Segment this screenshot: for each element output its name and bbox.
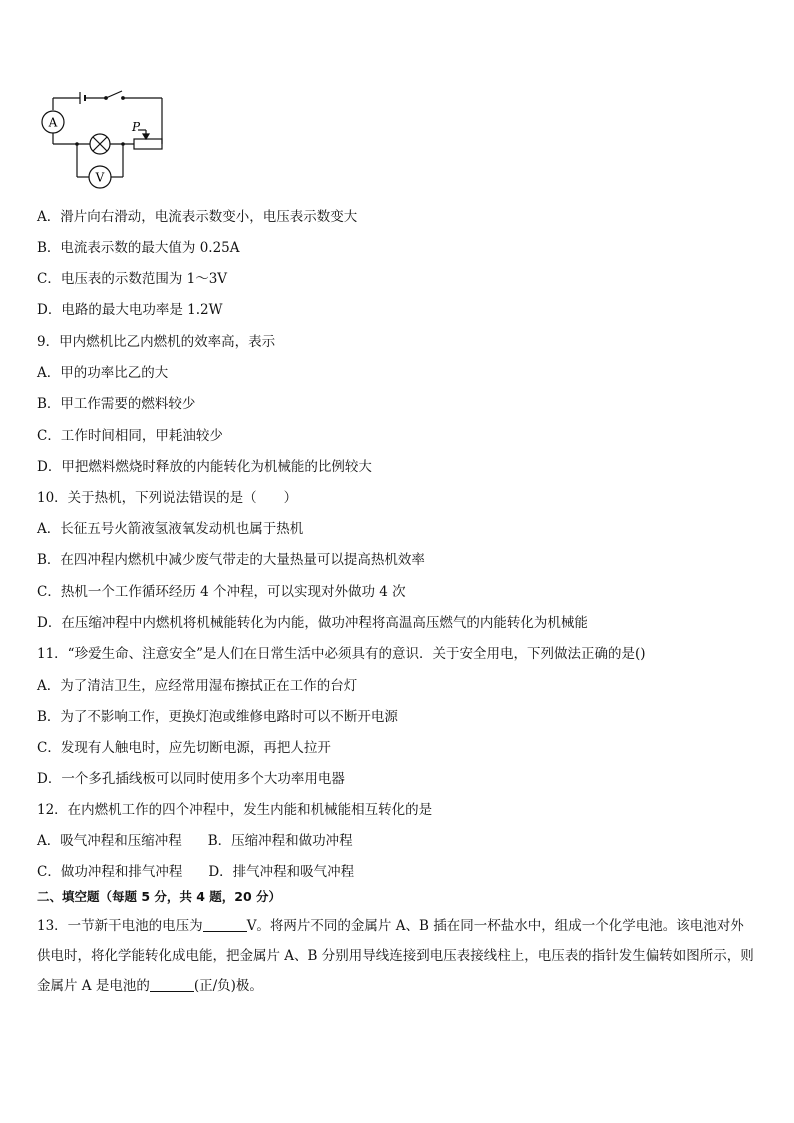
q12-option-c: C．做功冲程和排气冲程 [37,864,183,880]
q9-option-d: D．甲把燃料燃烧时释放的内能转化为机械能的比例较大 [37,459,372,475]
section-heading-fill-blank: 二、填空题（每题 5 分，共 4 题，20 分） [37,889,282,904]
q8-option-d: D．电路的最大电功率是 1.2W [37,302,223,318]
q11-option-d: D．一个多孔插线板可以同时使用多个大功率用电器 [37,771,345,787]
q10-option-b: B．在四冲程内燃机中减少废气带走的大量热量可以提高热机效率 [37,552,425,568]
q10-stem: 10．关于热机，下列说法错误的是（ ） [37,490,298,506]
voltmeter-label: V [95,170,105,185]
q12-option-a: A．吸气冲程和压缩冲程 [37,833,182,849]
q8-option-c: C．电压表的示数范围为 1～3V [37,271,228,287]
q12-options-row2 [37,862,354,882]
q13-part3: (正/负)极。 [193,978,263,994]
q9-option-b: B．甲工作需要的燃料较少 [37,396,196,412]
circuit-diagram [38,86,178,190]
q10-option-a: A．长征五号火箭液氢液氧发动机也属于热机 [37,521,304,537]
q8-option-a: A．滑片向右滑动，电流表示数变小，电压表示数变大 [37,209,358,225]
q13-part1: 13．一节新干电池的电压为 [37,918,203,934]
q11-option-a: A．为了清洁卫生，应经常用湿布擦拭正在工作的台灯 [37,678,358,694]
q9-stem: 9．甲内燃机比乙内燃机的效率高，表示 [37,334,276,350]
rheostat-symbol [134,139,162,149]
q12-option-d: D．排气冲程和吸气冲程 [208,864,355,880]
q9-option-a: A．甲的功率比乙的大 [37,365,169,381]
slider-label: P [132,120,141,134]
q10-option-d: D．在压缩冲程中内燃机将机械能转化为内能，做功冲程将高温高压燃气的内能转化为机械能 [37,615,588,631]
q10-option-c: C．热机一个工作循环经历 4 个冲程，可以实现对外做功 4 次 [37,584,406,600]
switch-lever [106,91,122,98]
ammeter-label: A [48,115,58,130]
q11-stem: 11．“珍爱生命、注意安全”是人们在日常生活中必须具有的意识．关于安全用电，下列做法正确的是() [37,646,646,662]
q13-part2: V。将两片不同的金属片 A、B 插在同一杯盐水中，组成一个化学电池。该电池对外供电时，将化学能转化成电能，把金属片 A、B 分别用导线连接到电压表接线柱上，电压表的指针发生偏转如图所示，则金属片 A 是电池的 [37,918,754,994]
q9-option-c: C．工作时间相同，甲耗油较少 [37,428,223,444]
q13-text [37,911,757,1001]
q12-options-row1 [37,831,353,851]
q8-option-b: B．电流表示数的最大值为 0.25A [37,240,240,256]
q12-option-b: B．压缩冲程和做功冲程 [207,833,353,849]
q13-blank-2 [150,977,194,992]
q11-option-b: B．为了不影响工作，更换灯泡或维修电路时可以不断开电源 [37,709,398,725]
q12-stem: 12．在内燃机工作的四个冲程中，发生内能和机械能相互转化的是 [37,802,433,818]
q13-blank-1 [203,917,247,932]
q11-option-c: C．发现有人触电时，应先切断电源，再把人拉开 [37,740,331,756]
